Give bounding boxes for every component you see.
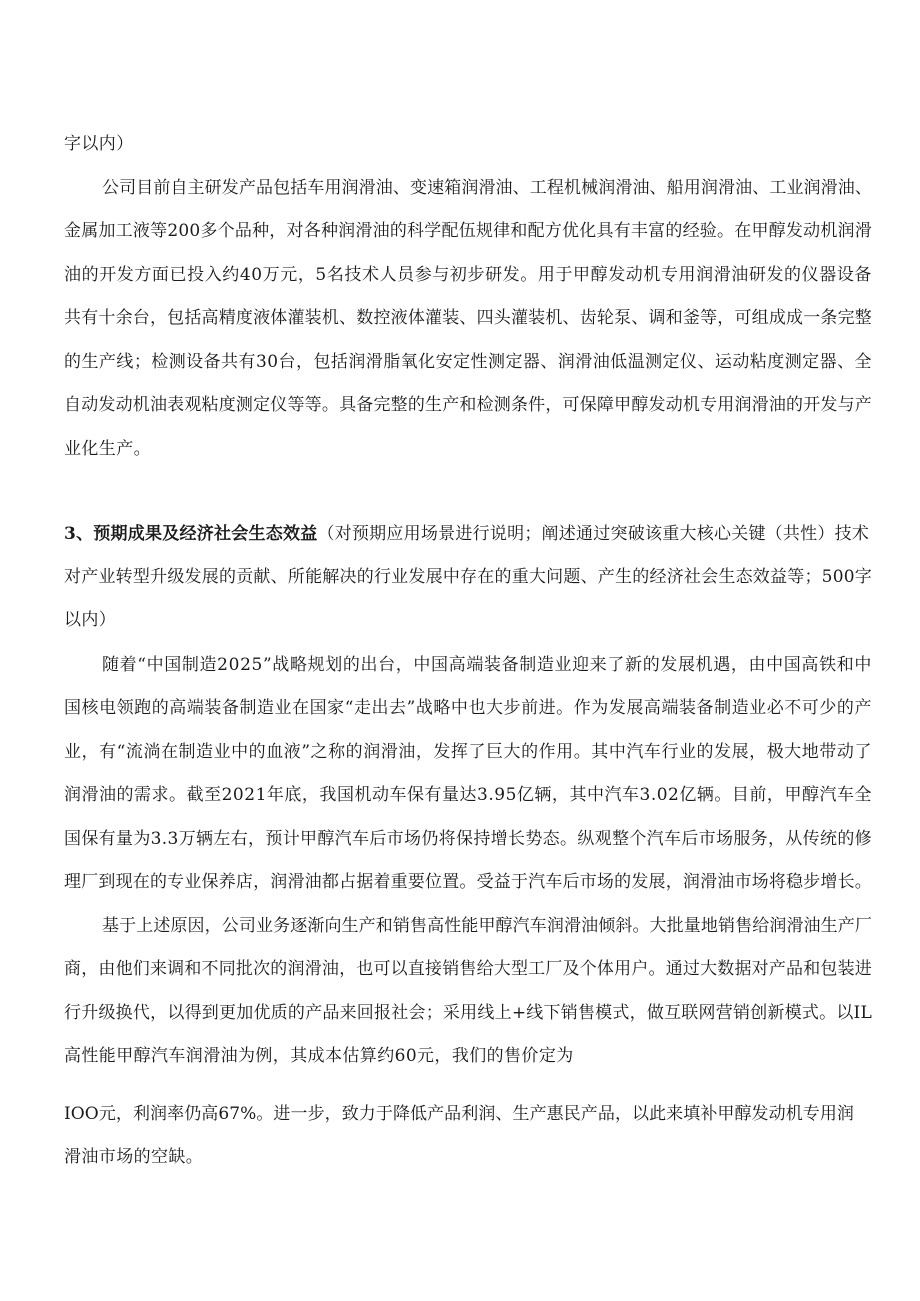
paragraph-line: 公司目前自主研发产品包括车用润滑油、变速箱润滑油、工程机械润滑油、船用润滑油、工业润滑油、 <box>102 178 872 198</box>
paragraph-line: 国保有量为3.3万辆左右，预计甲醇汽车后市场仍将保持增长势态。纵观整个汽车后市场服务，从传统的修 <box>64 829 872 849</box>
paragraph-line: 共有十余台，包括高精度液体灌装机、数控液体灌装、四头灌装机、齿轮泵、调和釜等，可组成成一条完整 <box>64 308 872 328</box>
paragraph-line: 业化生产。 <box>64 439 151 459</box>
paragraph-line: 随着“中国制造2025”战略规划的出台，中国高端装备制造业迎来了新的发展机遇，由中国高铁和中 <box>102 655 872 675</box>
paragraph-line: 的生产线；检测设备共有30台，包括润滑脂氧化安定性测定器、润滑油低温测定仪、运动粘度测定器、全 <box>64 352 872 372</box>
paragraph-line: 国核电领跑的高端装备制造业在国家“走出去”战略中也大步前进。作为发展高端装备制造业必不可少的产 <box>64 698 872 718</box>
paragraph-line: 油的开发方面已投入约40万元，5名技术人员参与初步研发。用于甲醇发动机专用润滑油研发的仪器设备 <box>64 265 872 285</box>
heading-line: 以内） <box>64 610 117 630</box>
paragraph-line: 行升级换代，以得到更加优质的产品来回报社会；采用线上+线下销售模式，做互联网营销创新模式。以IL <box>64 1003 872 1023</box>
paragraph-line: 高性能甲醇汽车润滑油为例，其成本估算约60元，我们的售价定为 <box>64 1046 574 1066</box>
paragraph-line: IOO元，利润率仍高67%。进一步，致力于降低产品利润、生产惠民产品，以此来填补甲醇发动机专用润 <box>64 1104 854 1124</box>
paragraph-line: 滑油市场的空缺。 <box>64 1147 204 1167</box>
paragraph-line: 金属加工液等200多个品种，对各种润滑油的科学配伍规律和配方优化具有丰富的经验。在甲醇发动机润滑 <box>64 221 872 241</box>
paragraph-line: 业，有“流淌在制造业中的血液”之称的润滑油，发挥了巨大的作用。其中汽车行业的发展，极大地带动了 <box>64 742 872 762</box>
paragraph-line: 基于上述原因，公司业务逐渐向生产和销售高性能甲醇汽车润滑油倾斜。大批量地销售给润滑油生产厂 <box>102 916 872 936</box>
paragraph-line: 理厂到现在的专业保养店，润滑油都占据着重要位置。受益于汽车后市场的发展，润滑油市场将稳步增长。 <box>64 872 872 892</box>
paragraph-line: 商，由他们来调和不同批次的润滑油，也可以直接销售给大型工厂及个体用户。通过大数据对产品和包装进 <box>64 959 872 979</box>
paragraph-line: 润滑油的需求。截至2021年底，我国机动车保有量达3.95亿辆，其中汽车3.02亿辆。目前，甲醇汽车全 <box>64 785 872 805</box>
paragraph-line: 自动发动机油表观粘度测定仪等等。具备完整的生产和检测条件，可保障甲醇发动机专用润滑油的开发与产 <box>64 395 872 415</box>
section2-closing-text: 字以内） <box>64 134 134 154</box>
heading-line: 对产业转型升级发展的贡献、所能解决的行业发展中存在的重大问题、产生的经济社会生态效益等；500字 <box>64 567 872 587</box>
section-instructions: （对预期应用场景进行说明；阐述通过突破该重大核心关键（共性）技术 <box>317 524 870 544</box>
section-title: 3、预期成果及经济社会生态效益 <box>64 524 318 544</box>
heading-line <box>64 523 869 545</box>
